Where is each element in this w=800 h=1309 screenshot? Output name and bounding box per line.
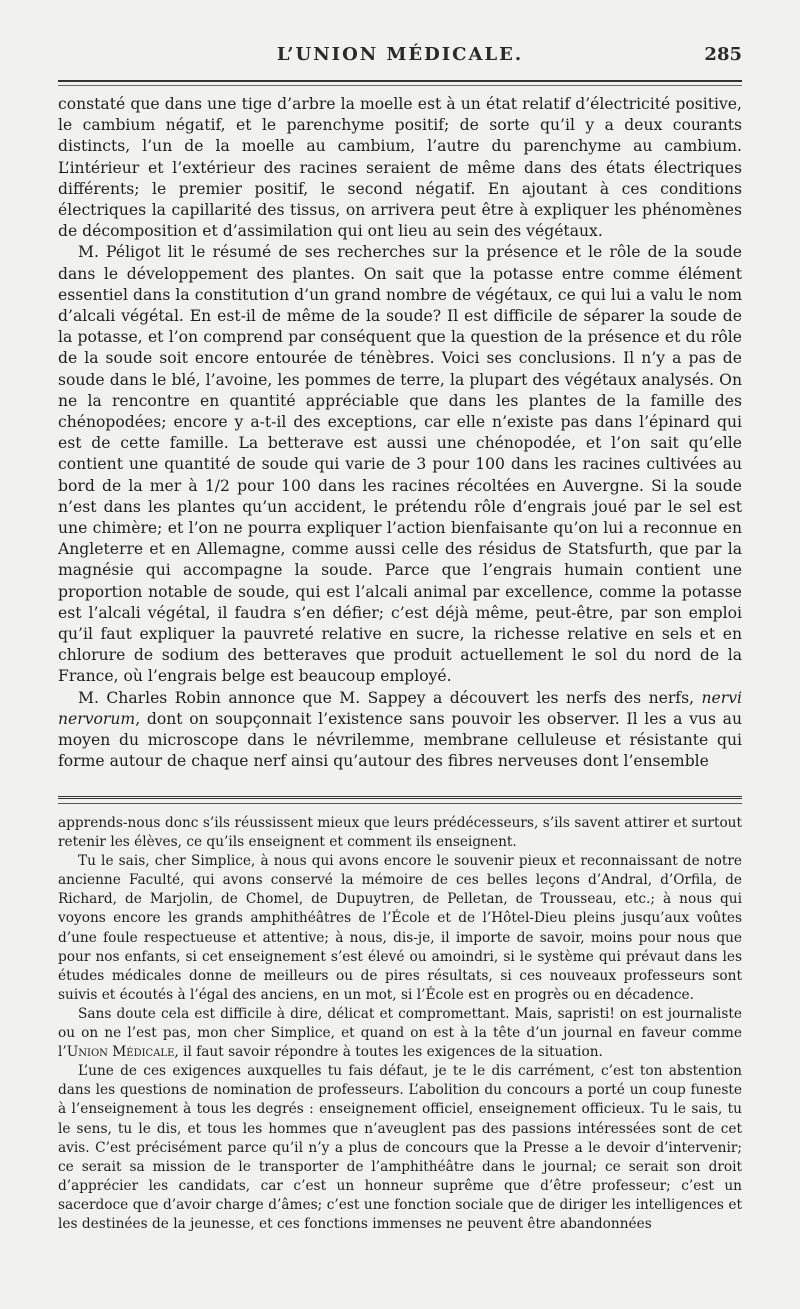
header-rule-thin <box>58 85 742 86</box>
feuilleton-paragraph <box>58 1005 742 1062</box>
article-paragraph: constaté que dans une tige d’arbre la moelle est à un état relatif d’électricité positive, le cambium négatif, et le parenchyme positif; de sorte qu’il y a deux courants distincts, l’un de la moelle au cambium, l’autre du parenchyme au cambium. L’intérieur et l’extérieur des racines seraient de même dans des états électriques différents; le premier positif, le second négatif. En ajoutant à ces conditions électriques la capillarité des tissus, on arrivera peut être à expliquer les phénomènes de décomposition et d’assimilation qui ont lieu au sein des végétaux. <box>58 95 742 241</box>
feuilleton-divider <box>58 796 742 799</box>
page-number: 285 <box>704 44 742 65</box>
feuilleton-paragraph: apprends-nous donc s’ils réussissent mieux que leurs prédécesseurs, s’ils savent attirer et surtout retenir les élèves, ce qu’ils enseignent et comment ils enseignent. <box>58 815 742 851</box>
journal-name: Union Médicale <box>66 1044 175 1061</box>
header-rule <box>58 80 742 82</box>
article-body <box>58 94 742 773</box>
page-header <box>58 44 742 74</box>
article-paragraph: M. Péligot lit le résumé de ses recherches sur la présence et le rôle de la soude dans le développement des plantes. On sait que la potasse entre comme élément essentiel dans la constitution d’un grand nombre de végétaux, ce qui lui a valu le nom d’alcali végétal. En est-il de même de la soude? Il est difficile de séparer la soude de la potasse, et l’on comprend par conséquent que la question de la présence et du rôle de la soude soit encore entourée de ténèbres. Voici ses conclusions. Il n’y a pas de soude dans le blé, l’avoine, les pommes de terre, la plupart des végétaux analysés. On ne la rencontre en quantité appréciable que dans les plantes de la famille des chénopodées; encore y a-t-il des exceptions, car elle n’existe pas dans l’épinard qui est de cette famille. La betterave est aussi une chénopodée, et l’on sait qu’elle contient une quantité de soude qui varie de 3 pour 100 dans les racines cultivées au bord de la mer à 1/2 pour 100 dans les racines récoltées en Auvergne. Si la soude n’est dans les plantes qu’un accident, le prétendu rôle d’engrais joué par le sel est une chimère; et l’on ne pourra expliquer l’action bienfaisante qu’on lui a reconnue en Angleterre et en Allemagne, comme aussi celle des résidus de Statsfurth, que par la magnésie qui accompagne la soude. Parce que l’engrais humain contient une proportion notable de soude, qui est l’alcali animal par excellence, comme la potasse est l’alcali végétal, il faudra s’en défier; c’est déjà même, peut-être, par son emploi qu’il faut expliquer la pauvreté relative en sucre, la richesse relative en sels et en chlorure de sodium des betteraves que produit actuellement le sol du nord de la France, où l’engrais belge est beaucoup employé. <box>58 243 742 686</box>
feuilleton-text: Sans doute cela est difficile à dire, délicat et compromettant. Mais, sapristi! on est journaliste ou on ne l’est pas, mon cher Simplice, et quand on est à la tête d’un journal en faveur comme l’ <box>58 1005 742 1061</box>
feuilleton-text: , il faut savoir répondre à toutes les exigences de la situation. <box>174 1044 603 1061</box>
feuilleton-paragraph: L’une de ces exigences auxquelles tu fais défaut, je te le dis carrément, c’est ton abstention dans les questions de nomination de professeurs. L’abolition du concours a porté un coup funeste à l’enseignement à tous les degrés : enseignement officiel, enseignement officieux. Tu le sais, tu le sens, tu le dis, et tous les hommes que n’aveuglent pas des passions intéressées sont de cet avis. C’est précisément parce qu’il n’y a plus de concours que la Presse a le devoir d’intervenir; ce serait sa mission de le transporter de l’amphithéâtre dans le journal; ce serait son droit d’apprécier les candidats, car c’est un honneur suprême que d’être professeur; c’est un sacerdoce que d’avoir charge d’âmes; c’est une fonction sociale que de diriger les intelligences et les destinées de la jeunesse, et ces fonctions immenses ne peuvent être abandonnées <box>58 1063 742 1232</box>
robin-text-end: , dont on soupçonnait l’existence sans pouvoir les observer. Il les a vus au moyen du microscope dans le névrilemme, membrane celluleuse et résistante qui forme autour de chaque nerf ainsi qu’autour des fibres nerveuses dont l’ensemble <box>58 709 742 771</box>
robin-italic-term: nervi nervorum <box>58 688 742 728</box>
robin-text-start: M. Charles Robin annonce que M. Sappey a découvert les nerfs des nerfs, <box>78 688 702 707</box>
article-paragraph-robin <box>58 688 742 773</box>
feuilleton-paragraph: Tu le sais, cher Simplice, à nous qui avons encore le souvenir pieux et reconnaissant de notre ancienne Faculté, qui avons conservé la mémoire de ces belles leçons d’Andral, d’Orfila, de Richard, de Marjolin, de Chomel, de Dupuytren, de Pelletan, de Trousseau, etc.; à nous qui voyons encore les grands amphithéâtres de l’École et de l’Hôtel-Dieu pleins jusqu’aux voûtes d’une foule respectueuse et attentive; à nous, dis-je, il importe de savoir, moins pour nous que pour nos enfants, si cet enseignement s’est élevé ou amoindri, si le système qui prévaut dans les études médicales donne de meilleurs ou de pires résultats, si ces nouveaux professeurs sont suivis et écoutés à l’égal des anciens, en un mot, si l’École est en progrès ou en décadence. <box>58 853 742 1003</box>
running-title: L’UNION MÉDICALE. <box>276 44 524 65</box>
feuilleton-body <box>58 814 742 1234</box>
feuilleton-divider-thin <box>58 803 742 804</box>
